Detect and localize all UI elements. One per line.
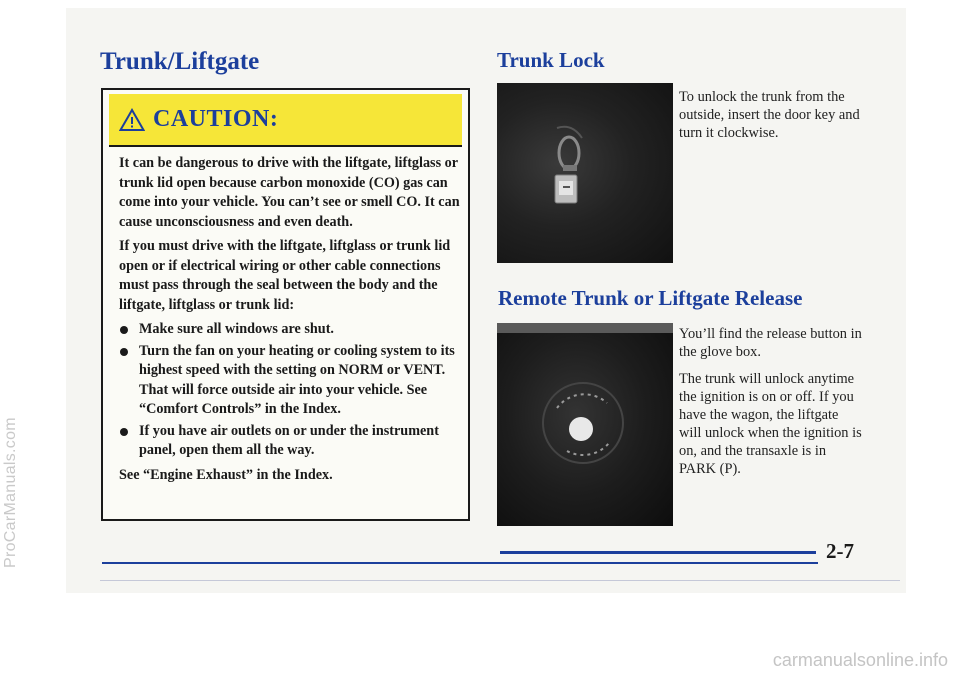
caution-bullet-text: If you have air outlets on or under the instrument panel, open them all the way. <box>139 422 439 458</box>
bottom-watermark: carmanualsonline.info <box>772 650 948 670</box>
section-title-trunk-lock: Trunk Lock <box>497 48 605 72</box>
caution-bullet-text: Make sure all windows are shut. <box>139 321 334 337</box>
release-button-photo <box>497 323 673 526</box>
key-in-lock-illustration <box>497 83 673 263</box>
remote-release-text-2: The trunk will unlock anytime the ignition is on or off. If you have the wagon, the liftgate will unlock when the ignition is on, and the transaxle is in PARK (P). <box>679 371 862 477</box>
caution-bullet <box>119 342 461 420</box>
caution-body <box>119 154 461 490</box>
trunk-lock-text: To unlock the trunk from the outside, insert the door key and turn it clockwise. <box>679 89 860 141</box>
page-number: 2-7 <box>826 539 854 563</box>
bullet-icon <box>120 348 128 356</box>
bullet-icon <box>120 326 128 334</box>
footer-rule-thin <box>102 562 818 564</box>
caution-bullet <box>119 422 461 461</box>
bullet-icon <box>120 428 128 436</box>
caution-bullet-text: Turn the fan on your heating or cooling system to its highest speed with the setting on NORM or VENT. That will force outside air into your vehicle. See “Comfort Controls” in the Index. <box>139 342 455 417</box>
section-title-remote-release: Remote Trunk or Liftgate Release <box>498 286 803 310</box>
trunk-lock-photo <box>497 83 673 263</box>
release-button-illustration <box>497 323 673 526</box>
caution-header <box>109 94 462 147</box>
footer-rule-under <box>100 580 900 581</box>
caution-bullet-list <box>119 320 461 461</box>
caution-condition: If you must drive with the liftgate, liftglass or trunk lid open or if electrical wiring or other cable connections must pass through the seal between the body and the liftgate, liftglass or trunk lid: <box>119 238 451 313</box>
caution-box <box>101 88 470 521</box>
section-title-trunk-liftgate: Trunk/Liftgate <box>100 48 260 75</box>
caution-intro: It can be dangerous to drive with the liftgate, liftglass or trunk lid open because carbon monoxide (CO) gas can come into your vehicle. You can’t see or smell CO. It can cause unconsciousness and even death. <box>119 155 460 230</box>
caution-bullet <box>119 320 461 340</box>
warning-triangle-icon <box>119 108 145 132</box>
footer-rule-thick <box>500 551 816 554</box>
remote-release-text-1: You’ll find the release button in the glove box. <box>679 326 862 360</box>
side-watermark: ProCarManuals.com <box>2 417 19 568</box>
caution-footer: See “Engine Exhaust” in the Index. <box>119 466 333 483</box>
caution-label: CAUTION: <box>153 106 279 132</box>
